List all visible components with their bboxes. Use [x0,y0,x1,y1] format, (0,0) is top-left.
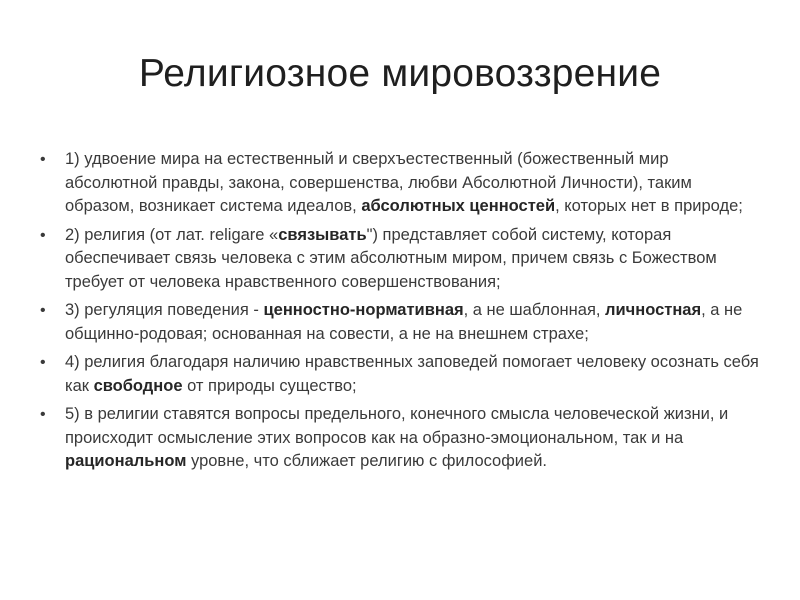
slide-title: Религиозное мировоззрение [138,52,662,95]
text-segment: 5) в религии ставятся вопросы предельного, конечного смысла человеческой жизни, и происходит осмысление этих вопросов как на образно-эмоциональном, так и на [65,405,729,447]
list-item [38,299,760,346]
list-item-text [65,226,717,291]
text-segment: уровне, что сближает религию с философией. [186,452,548,470]
text-segment: , а не шаблонная, [463,301,606,319]
list-item-text [65,150,743,215]
list-item-text [65,405,728,470]
bullet-point-icon: • [40,302,46,319]
list-item-text [65,353,759,395]
bullet-point-icon: • [40,151,46,168]
list-item [38,148,760,219]
text-segment: 1) удвоение мира на естественный и сверхъестественный (божественный мир абсолютной правды, закона, совершенства, любви Абсолютной Личности), таким образом, возникает система идеалов, [65,150,692,215]
emphasized-term: абсолютных ценностей [361,197,556,215]
emphasized-term: связывать [278,225,367,244]
text-segment: , а не общинно-родовая; основанная на совести, а не на внешнем страхе; [65,301,743,343]
bullet-point-icon: • [40,406,46,423]
text-segment: 3) регуляция поведения - [65,301,264,319]
text-segment: 2) религия (от лат. religare « [65,225,279,244]
emphasized-term: свободное [93,376,183,395]
text-segment: от природы существо; [182,376,357,395]
emphasized-term: рациональном [65,452,187,470]
bullet-point-icon: • [40,226,46,244]
list-item [38,224,760,295]
text-segment: , которых нет в природе; [555,197,743,215]
emphasized-term: личностная [605,301,702,319]
bullet-point-icon: • [40,354,46,371]
list-item [38,403,760,474]
emphasized-term: ценностно-нормативная [263,301,464,319]
list-item [38,351,760,398]
text-segment: ") представляет собой систему, которая обеспечивает связь человека с этим абсолютным миром, причем связь с Божеством требует от человека нравственного совершенствования; [65,225,717,291]
bullet-list [38,148,760,479]
text-segment: 4) религия благодаря наличию нравственных заповедей помогает человеку осознать себя как [65,353,759,395]
list-item-text [65,301,742,343]
